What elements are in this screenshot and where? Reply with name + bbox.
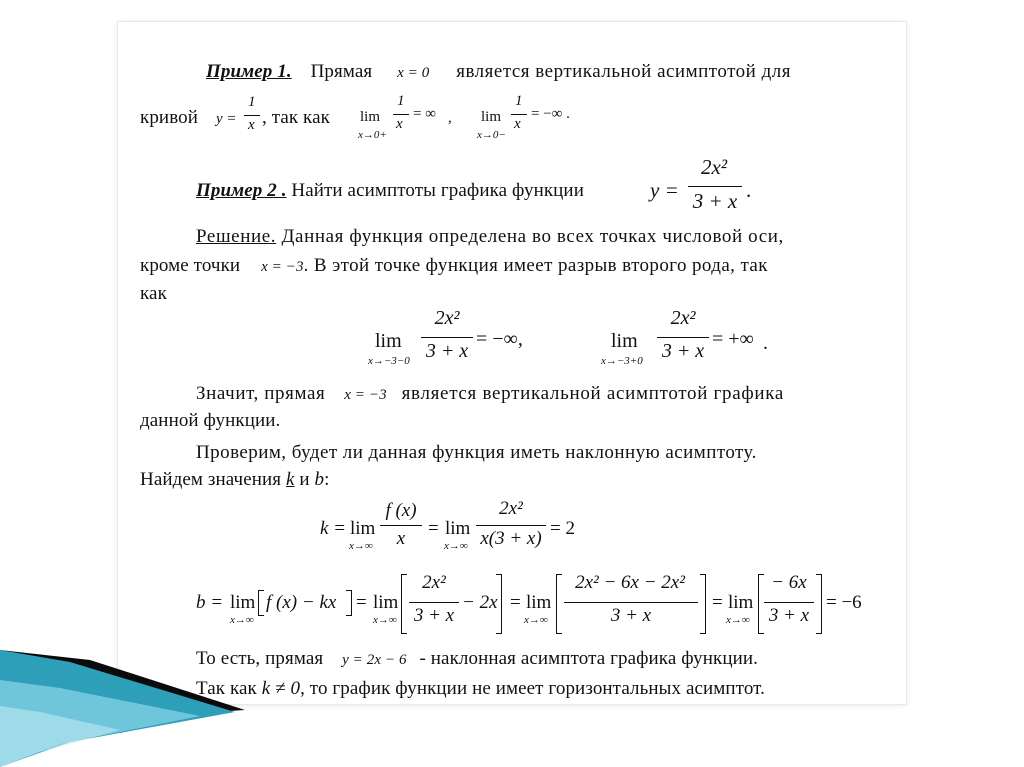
bracket-right <box>816 574 822 634</box>
bracket-left <box>258 590 264 616</box>
frac-num: 2x² <box>499 498 523 519</box>
frac-bar <box>409 602 459 603</box>
lim-sub: x→−3−0 <box>368 355 410 367</box>
example2-line <box>196 180 584 202</box>
result: = −∞, <box>476 328 523 350</box>
text: Прямая <box>310 61 373 82</box>
lim: lim <box>375 330 402 352</box>
lim: lim <box>728 592 754 613</box>
result: = +∞ <box>712 328 754 350</box>
check-line2 <box>140 469 330 491</box>
frac-num: 1 <box>515 93 523 109</box>
eq: = <box>712 592 723 613</box>
lim-sub: x→∞ <box>444 540 468 552</box>
example1-title: Пример 1. <box>206 61 292 82</box>
solution-line2 <box>140 255 768 277</box>
lim-sub: x→∞ <box>230 614 254 626</box>
text: данной функции. <box>140 410 281 431</box>
comma: , <box>448 110 452 126</box>
conclusion-line1 <box>196 383 784 405</box>
frac-bar <box>393 114 409 115</box>
final-line1 <box>196 648 758 670</box>
frac-bar <box>244 115 260 116</box>
frac-bar <box>476 525 546 526</box>
result: = −6 <box>826 592 862 613</box>
dot: . <box>746 178 752 202</box>
b-eq: b = <box>196 592 224 613</box>
equation: y = 2x − 6 <box>342 652 407 668</box>
frac-bar <box>764 602 814 603</box>
text: Так как <box>196 678 257 699</box>
lim: lim <box>611 330 638 352</box>
lim: lim <box>230 592 256 613</box>
text: Проверим, будет ли данная функция иметь наклонную асимптоту. <box>196 442 757 463</box>
frac-den: 3 + x <box>768 605 810 626</box>
y-eq: y = <box>216 111 237 127</box>
frac-den: x <box>514 116 521 132</box>
expr: f (x) − kx <box>266 592 337 613</box>
expr: − 2x <box>462 592 498 613</box>
var-b: b <box>314 469 325 490</box>
text: , то график функции не имеет горизонтальных асимптот. <box>300 678 766 699</box>
bracket-right <box>496 574 502 634</box>
text: является вертикальной асимптотой для <box>456 61 791 82</box>
lim-sub: x→∞ <box>726 614 750 626</box>
frac-bar <box>380 525 422 526</box>
text: является вертикальной асимптотой графика <box>401 383 785 404</box>
equation-x0: x = 0 <box>397 65 430 81</box>
frac-num: 1 <box>397 93 405 109</box>
bracket-right <box>700 574 706 634</box>
frac-bar <box>421 337 473 338</box>
frac-den: x <box>396 528 406 549</box>
result: = 2 <box>550 518 575 539</box>
frac-den: 3 + x <box>425 340 469 362</box>
lim-sub: x→∞ <box>349 540 373 552</box>
equation: x = −3 <box>344 387 387 403</box>
lim: lim <box>350 518 376 539</box>
text-curve: кривой <box>140 107 199 128</box>
text: и <box>299 469 310 490</box>
frac-bar <box>657 337 709 338</box>
result: = ∞ <box>413 106 436 122</box>
frac-bar <box>511 114 527 115</box>
frac-den: x <box>396 116 403 132</box>
lim: lim <box>481 109 502 125</box>
lim-sub: x→−3+0 <box>601 355 643 367</box>
text: - наклонная асимптота графика функции. <box>419 648 759 669</box>
dot: . <box>763 332 768 354</box>
eq: = <box>428 518 439 539</box>
y-eq: y = <box>650 178 679 202</box>
frac-num: 1 <box>248 94 256 110</box>
k-neq-zero: k ≠ 0 <box>261 678 301 699</box>
frac-num: 2x² <box>434 307 460 329</box>
k-eq: k = <box>320 518 347 539</box>
frac-num: 2x² <box>422 572 446 593</box>
lim: lim <box>526 592 552 613</box>
text: как <box>140 283 167 304</box>
text-since: , так как <box>262 107 330 128</box>
frac-den: 3 + x <box>661 340 705 362</box>
frac-bar <box>688 186 742 187</box>
frac-num: 2x² <box>670 307 696 329</box>
result: = −∞ . <box>531 106 570 122</box>
text: кроме точки <box>140 255 241 276</box>
frac-num: − 6x <box>771 572 807 593</box>
solution-line1 <box>196 226 784 248</box>
eq: = <box>356 592 367 613</box>
colon: : <box>324 469 330 490</box>
example1-line1 <box>206 61 791 83</box>
frac-den: 3 + x <box>413 605 455 626</box>
solution-label: Решение. <box>196 226 277 247</box>
text: То есть, прямая <box>196 648 324 669</box>
frac-den: 3 + x <box>610 605 652 626</box>
text: Данная функция определена во всех точках числовой оси, <box>281 226 784 247</box>
frac-den: x <box>248 117 255 133</box>
frac-num: 2x² <box>700 155 728 179</box>
lim: lim <box>360 109 381 125</box>
frac-den: x(3 + x) <box>480 528 542 549</box>
lim: lim <box>445 518 471 539</box>
lim-sub: x→∞ <box>373 614 397 626</box>
eq: = <box>510 592 521 613</box>
frac-den: 3 + x <box>692 189 738 213</box>
frac-bar <box>564 602 698 603</box>
var-k: k <box>285 469 295 490</box>
frac-num: 2x² − 6x − 2x² <box>575 572 685 593</box>
example2-title: Пример 2 . <box>196 180 287 201</box>
lim: lim <box>373 592 399 613</box>
frac-num: f (x) <box>385 500 417 521</box>
bracket-left <box>401 574 407 634</box>
lim-sub: x→0+ <box>358 129 387 141</box>
text: Найдем значения <box>140 469 282 490</box>
final-line2 <box>196 678 765 700</box>
text: . В этой точке функция имеет разрыв второго рода, так <box>303 255 768 276</box>
text: Найти асимптоты графика функции <box>291 180 584 201</box>
lim-sub: x→∞ <box>524 614 548 626</box>
lim-sub: x→0− <box>477 129 506 141</box>
equation: x = −3 <box>261 259 304 275</box>
bracket-right <box>346 590 352 616</box>
text: Значит, прямая <box>196 383 326 404</box>
